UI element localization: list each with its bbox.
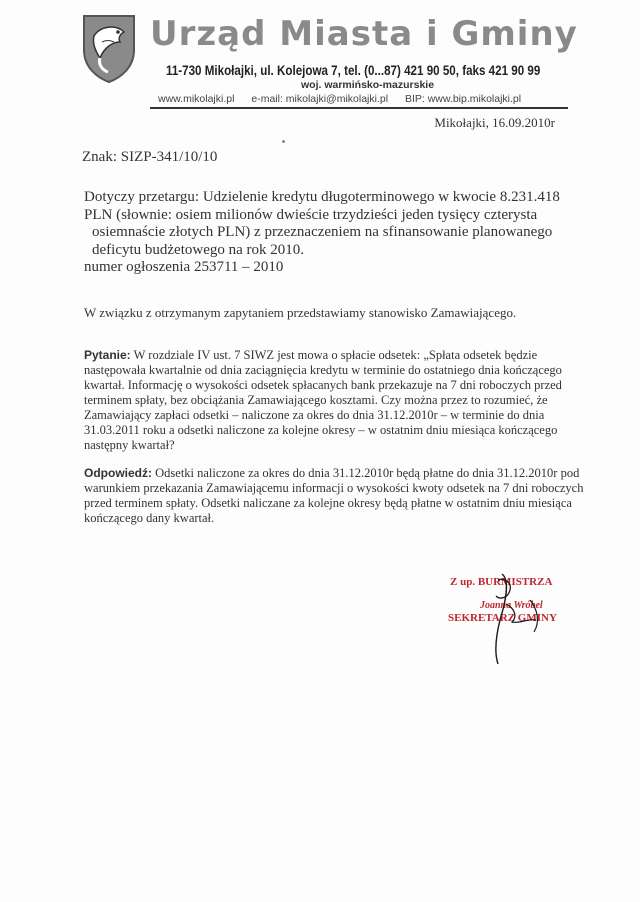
answer-paragraph [84,466,594,526]
organization-address: 11-730 Mikołajki, ul. Kolejowa 7, tel. (0...87) 421 90 50, faks 421 90 99 [166,63,541,78]
coat-of-arms-logo [80,12,138,84]
organization-region: woj. warmińsko-mazurskie [301,79,435,91]
handwritten-signature [440,560,580,670]
question-text: W rozdziale IV ust. 7 SIWZ jest mowa o spłacie odsetek: „Spłata odsetek będzie następowała kwartalnie od dnia zaciągnięcia kredytu w terminie do ostatniego dnia kończącego kwartał. Informację o wysokości odsetek spłacanych bank przekazuje na 7 dni roboczych przed terminem spłaty, bez obciążania Zamawiającego kosztami. Czy można przez to rozumieć, że Zamawiający zapłaci odsetki – naliczone za okres do dnia 31.12.2010r – w terminie do dnia 31.03.2011 roku a odsetki naliczone za kolejne okresy – w ostatnim dniu miesiąca kończącego następny kwartał? [84,348,562,452]
contact-line [158,93,521,105]
email-link[interactable]: e-mail: mikolajki@mikolajki.pl [251,93,389,105]
place-date: Mikołajki, 16.09.2010r [434,115,555,130]
answer-label: Odpowiedź: [84,466,152,480]
organization-name: Urząd Miasta i Gminy [150,14,578,54]
header-divider [150,107,568,109]
subject-block [84,189,584,277]
stamp-line: Joanna Wróbel [480,600,543,611]
subject-line: Dotyczy przetargu: Udzielenie kredytu długoterminowego w kwocie 8.231.418 [84,189,560,205]
reference-number: Znak: SIZP-341/10/10 [82,149,218,165]
subject-line: PLN (słownie: osiem milionów dwieście trzydzieści jeden tysięcy czterysta [84,206,538,223]
bip-link[interactable]: BIP: www.bip.mikolajki.pl [404,93,522,105]
stamp-line: SEKRETARZ GMINY [448,612,557,624]
subject-line: osiemnaście złotych PLN) z przeznaczeniem na sfinansowanie planowanego [92,224,553,240]
intro-sentence: W związku z otrzymanym zapytaniem przedstawiamy stanowisko Zamawiającego. [84,305,517,320]
announcement-number: numer ogłoszenia 253711 – 2010 [84,259,284,275]
website-link[interactable]: www.mikolajki.pl [158,93,235,105]
question-label: Pytanie: [84,348,131,362]
scan-speck [282,140,285,143]
stamp-line: Z up. BURMISTRZA [450,576,553,588]
question-paragraph [84,348,594,453]
answer-text: Odsetki naliczone za okres do dnia 31.12.2010r będą płatne do dnia 31.12.2010r pod warunkiem przekazania Zamawiającemu informacji o wysokości kwoty odsetek na 7 dni roboczych przed terminem spłaty. Odsetki naliczane za kolejne okresy będą płatne w ostatnim dniu miesiąca kończącego dany kwartał. [84,466,584,525]
subject-line: deficytu budżetowego na rok 2010. [92,241,305,258]
